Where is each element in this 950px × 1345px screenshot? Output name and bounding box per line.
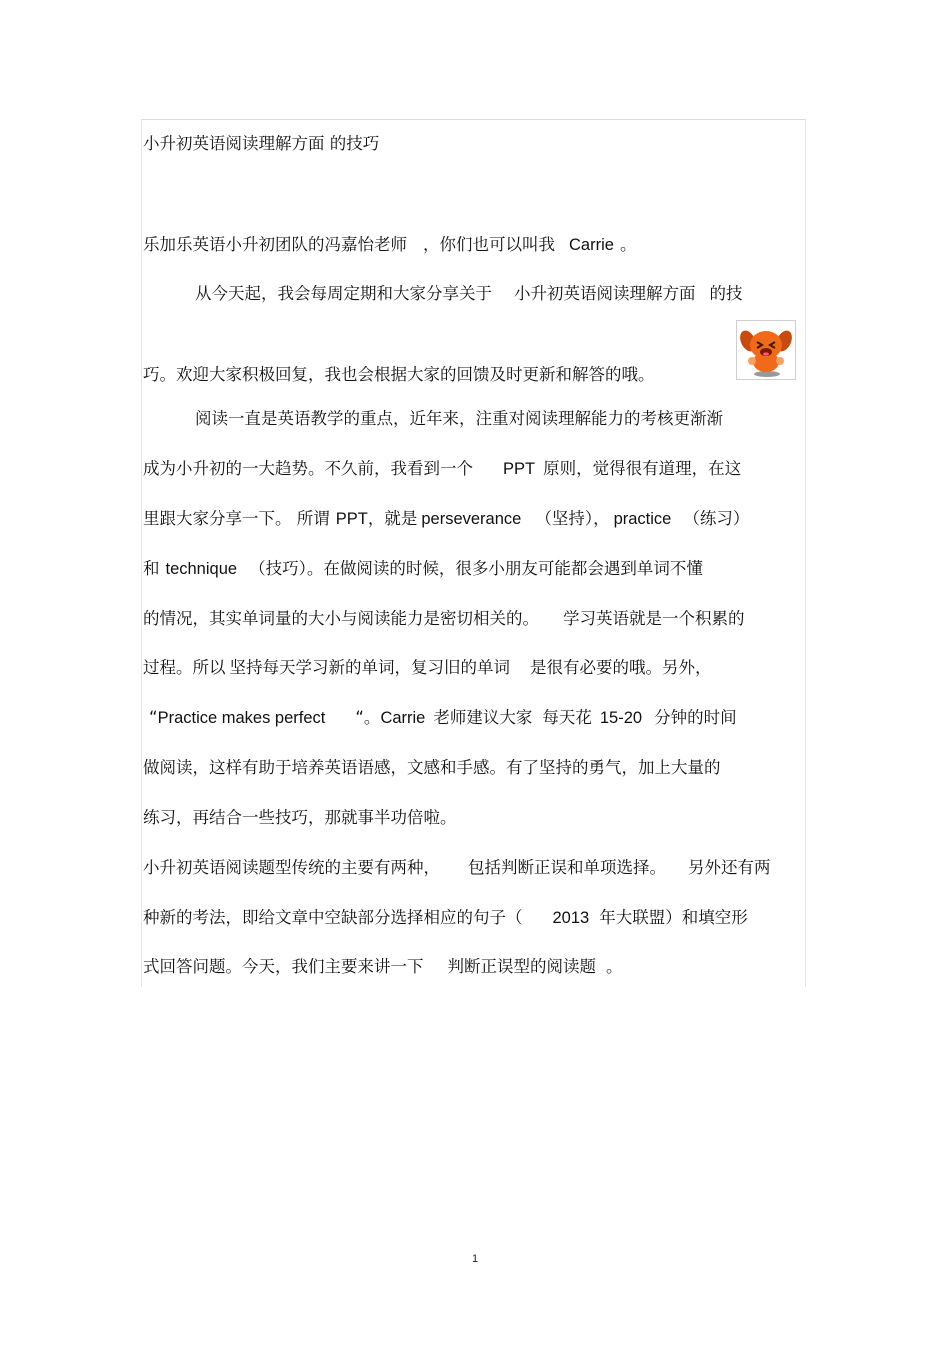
paragraph-1-line-2: 巧。欢迎大家积极回复，我也会根据大家的回馈及时更新和解答的哦。 xyxy=(143,365,655,384)
paragraph-2-line-7: “Practice makes perfect “。Carrie 老师建议大家 每天花 15-20 分钟的时间 xyxy=(149,708,737,727)
cartoon-dog-sticker-icon xyxy=(736,320,796,380)
paragraph-2-line-2: 成为小升初的一大趋势。不久前，我看到一个 PPT 原则，觉得很有道理，在这 xyxy=(143,459,742,478)
paragraph-2-line-1: 阅读一直是英语教学的重点，近年来，注重对阅读理解能力的考核更渐渐 xyxy=(195,409,723,428)
paragraph-1-line-1: 从今天起，我会每周定期和大家分享关于 小升初英语阅读理解方面 的技 xyxy=(195,284,743,303)
paragraph-3-line-3: 式回答问题。今天，我们主要来讲一下 判断正误型的阅读题 。 xyxy=(143,957,623,976)
paragraph-2-line-8: 做阅读，这样有助于培养英语语感，文感和手感。有了坚持的勇气，加上大量的 xyxy=(143,758,721,777)
paragraph-3-line-2: 种新的考法，即给文章中空缺部分选择相应的句子（ 2013 年大联盟）和填空形 xyxy=(143,908,748,927)
paragraph-2-line-9: 练习，再结合一些技巧，那就事半功倍啦。 xyxy=(143,808,457,827)
intro-line: 乐加乐英语小升初团队的冯嘉怡老师 ，你们也可以叫我 Carrie 。 xyxy=(143,235,637,254)
paragraph-3-line-1: 小升初英语阅读题型传统的主要有两种， 包括判断正误和单项选择。 另外还有两 xyxy=(143,858,771,877)
paragraph-2-line-5: 的情况，其实单词量的大小与阅读能力是密切相关的。 学习英语就是一个积累的 xyxy=(143,609,745,628)
paragraph-2-line-3: 里跟大家分享一下。 所谓 PPT，就是 perseverance （坚持）， practice （练习） xyxy=(143,509,750,528)
paragraph-2-line-6: 过程。所以 坚持每天学习新的单词，复习旧的单词 是很有必要的哦。另外， xyxy=(143,658,712,677)
page-number: 1 xyxy=(471,1253,479,1265)
paragraph-2-line-4: 和 technique （技巧）。在做阅读的时候，很多小朋友可能都会遇到单词不懂 xyxy=(143,559,703,578)
document-title: 小升初英语阅读理解方面 的技巧 xyxy=(143,134,380,153)
